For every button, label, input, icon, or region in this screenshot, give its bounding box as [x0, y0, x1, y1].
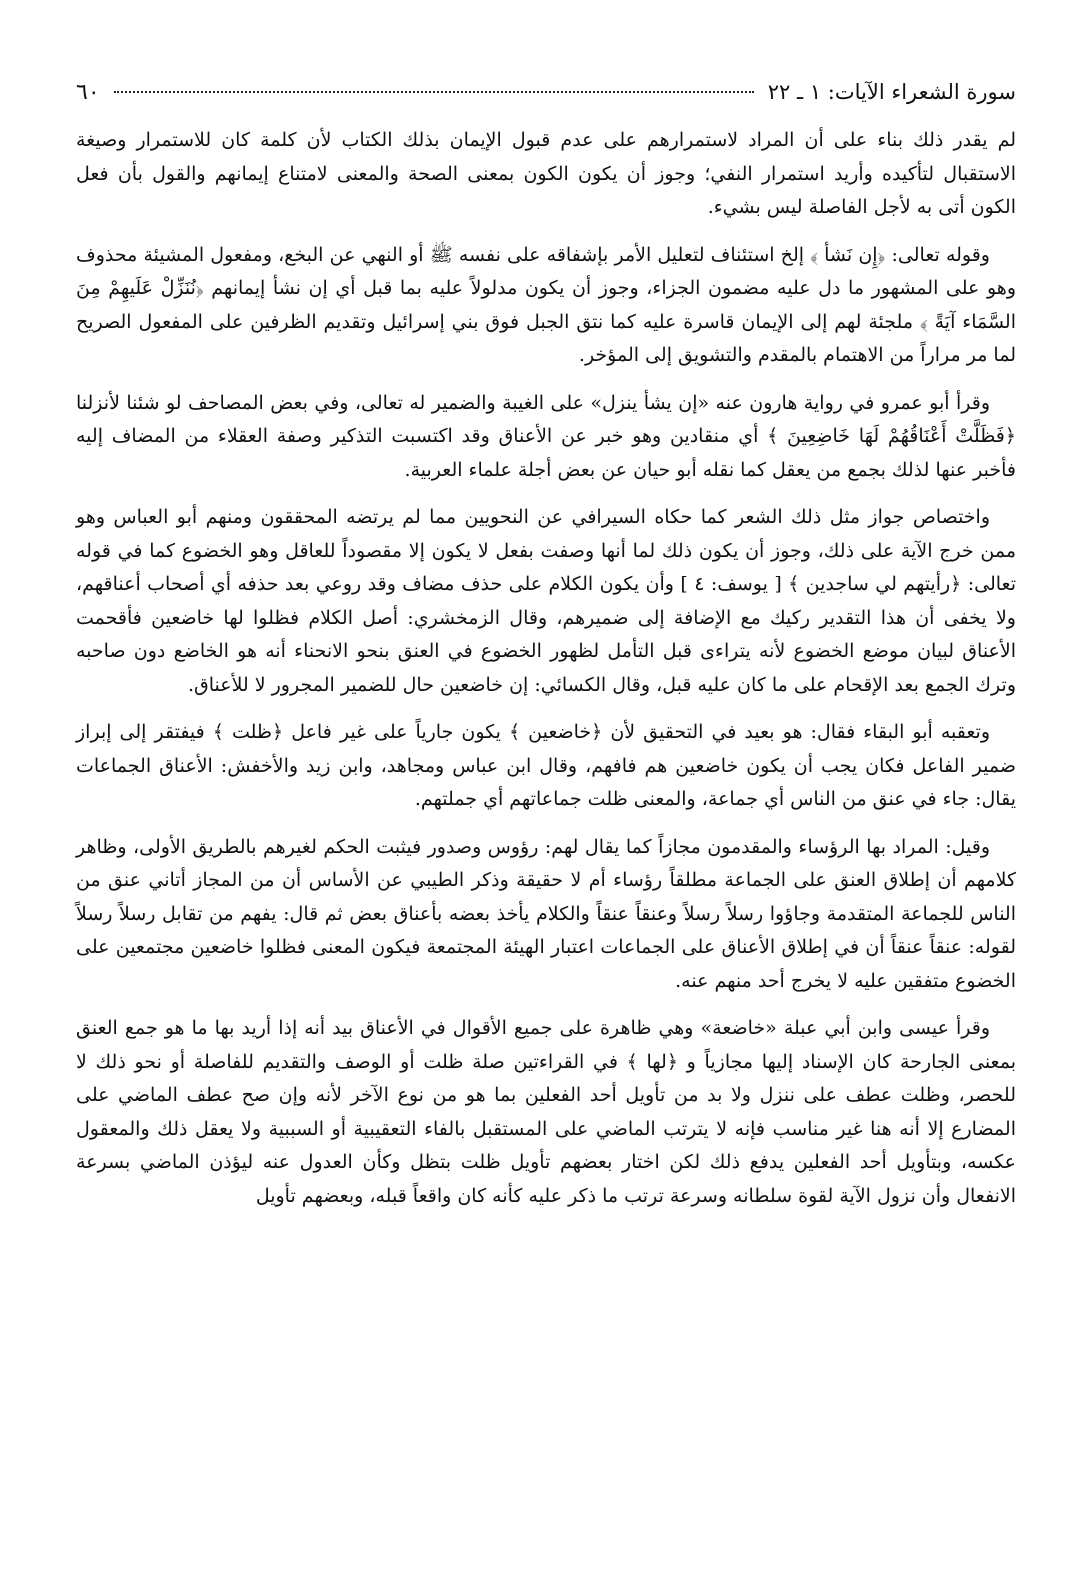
paragraph-7: وقرأ عيسى وابن أبي عبلة «خاضعة» وهي ظاهرة على جميع الأقوال في الأعناق بيد أنه إذا أريد بها ما هو جمع العنق بمعنى الجارحة كان الإسناد إليها مجازياً و ﴿لها ﴾ في القراءتين صلة ظلت أو الوصف والتقديم للفاصلة أو نحو ذلك لا للحصر، وظلت عطف على ننزل ولا بد من تأويل أحد الفعلين بما هو من نوع الآخر لأنه وإن صح عطف الماضي على المضارع إلا أنه هنا غير مناسب فإنه لا يترتب الماضي على المستقبل بالفاء التعقيبية أو السببية ولا يعقل ذلك والمعقول عكسه، وبتأويل أحد الفعلين يدفع ذلك لكن اختار بعضهم تأويل ظلت بتظل وكأن العدول عنه ليؤذن الماضي بسرعة الانفعال وأن نزول الآية لقوة سلطانه وسرعة ترتب ما ذكر عليه كأنه كان واقعاً قبله، وبعضهم تأويل [76, 1017, 1016, 1207]
leader-dots [114, 91, 754, 93]
page-body [76, 124, 1016, 1213]
page-number: ٦٠ [76, 80, 100, 105]
paragraph-6: وقيل: المراد بها الرؤساء والمقدمون مجازاً كما يقال لهم: رؤوس وصدور فيثبت الحكم لغيرهم بالطريق الأولى، وظاهر كلامهم أن إطلاق العنق على الجماعة مطلقاً رؤساء أم لا حقيقة وذكر الطيبي عن الأساس أن من المجاز أتاني عنق من الناس للجماعة المتقدمة وجاؤوا رسلاً رسلاً وعنقاً عنقاً والكلام يأخذ بعضه بأعناق بعض ثم قال: يفهم من تقابل رسلاً رسلاً لقوله: عنقاً عنقاً أن في إطلاق الأعناق على الجماعات اعتبار الهيئة المجتمعة فيكون المعنى فظلوا خاضعين مجتمعين على الخضوع متفقين عليه لا يخرج أحد منهم عنه. [76, 835, 1016, 992]
page [76, 80, 1016, 1227]
paragraph-5: وتعقبه أبو البقاء فقال: هو بعيد في التحقيق لأن ﴿خاضعين ﴾ يكون جارياً على غير فاعل ﴿ظلت ﴾ فيفتقر إلى إبراز ضمير الفاعل فكان يجب أن يكون خاضعين هم فافهم، وقال ابن عباس ومجاهد، وابن زيد والأخفش: الأعناق الجماعات يقال: جاء في عنق من الناس أي جماعة، والمعنى ظلت جماعاتهم أي جملتهم. [76, 721, 1016, 810]
paragraph-2: وقوله تعالى: ﴿إِن نَشأ ﴾ إلخ استئناف لتعليل الأمر بإشفاقه على نفسه ﷺ أو النهي عن البخع، ومفعول المشيئة محذوف وهو على المشهور ما دل عليه مضمون الجزاء، وجوز أن يكون مدلولاً عليه بما قبل أي إن نشأ إيمانهم ﴿نُنَزِّلْ عَلَيهِمْ مِنَ السَّمَاء آيَةً ﴾ ملجئة لهم إلى الإيمان قاسرة عليه كما نتق الجبل فوق بني إسرائيل وتقديم الظرفين على المفعول الصريح لما مر مراراً من الاهتمام بالمقدم والتشويق إلى المؤخر. [76, 243, 1016, 366]
paragraph-1: لم يقدر ذلك بناء على أن المراد لاستمرارهم على عدم قبول الإيمان بذلك الكتاب لأن كلمة كان للاستمرار وصيغة الاستقبال لتأكيده وأريد استمرار النفي؛ وجوز أن يكون الكون بمعنى الصحة والمعنى لامتناع إيمانهم والقول بأن فعل الكون أتى به لأجل الفاصلة ليس بشيء. [76, 129, 1016, 218]
page-header [76, 80, 1016, 116]
paragraph-4: واختصاص جواز مثل ذلك الشعر كما حكاه السيرافي عن النحويين مما لم يرتضه المحققون ومنهم أبو العباس وهو ممن خرج الآية على ذلك، وجوز أن يكون ذلك لما أنها وصفت بفعل لا يكون إلا مقصوداً للعاقل وهو الخضوع كما في قوله تعالى: ﴿رأيتهم لي ساجدين ﴾ [ يوسف: ٤ ] وأن يكون الكلام على حذف مضاف وقد روعي بعد حذفه أي أصحاب أعناقهم، ولا يخفى أن هذا التقدير ركيك مع الإضافة إلى ضميرهم، وقال الزمخشري: أصل الكلام فظلوا لها خاضعين فأقحمت الأعناق لبيان موضع الخضوع لأنه يتراءى قبل التأمل لظهور الخضوع في العنق بنحو الانحناء أنه هو الخاضع دون صاحبه وترك الجمع بعد الإقحام على ما كان عليه قبل، وقال الكسائي: إن خاضعين حال للضمير المجرور لا للأعناق. [76, 506, 1016, 696]
surah-title: سورة الشعراء الآيات: ١ ـ ٢٢ [767, 80, 1016, 104]
paragraph-3: وقرأ أبو عمرو في رواية هارون عنه «إن يشأ ينزل» على الغيبة والضمير له تعالى، وفي بعض المصاحف لو شئنا لأنزلنا ﴿فَظَلَّتْ أَعْنَاقُهُمْ لَهَا خَاضِعِينَ ﴾ أي منقادين وهو خبر عن الأعناق وقد اكتسبت التذكير وصفة العقلاء من المضاف إليه فأخبر عنها لذلك بجمع من يعقل كما نقله أبو حيان عن بعض أجلة علماء العربية. [76, 391, 1016, 481]
